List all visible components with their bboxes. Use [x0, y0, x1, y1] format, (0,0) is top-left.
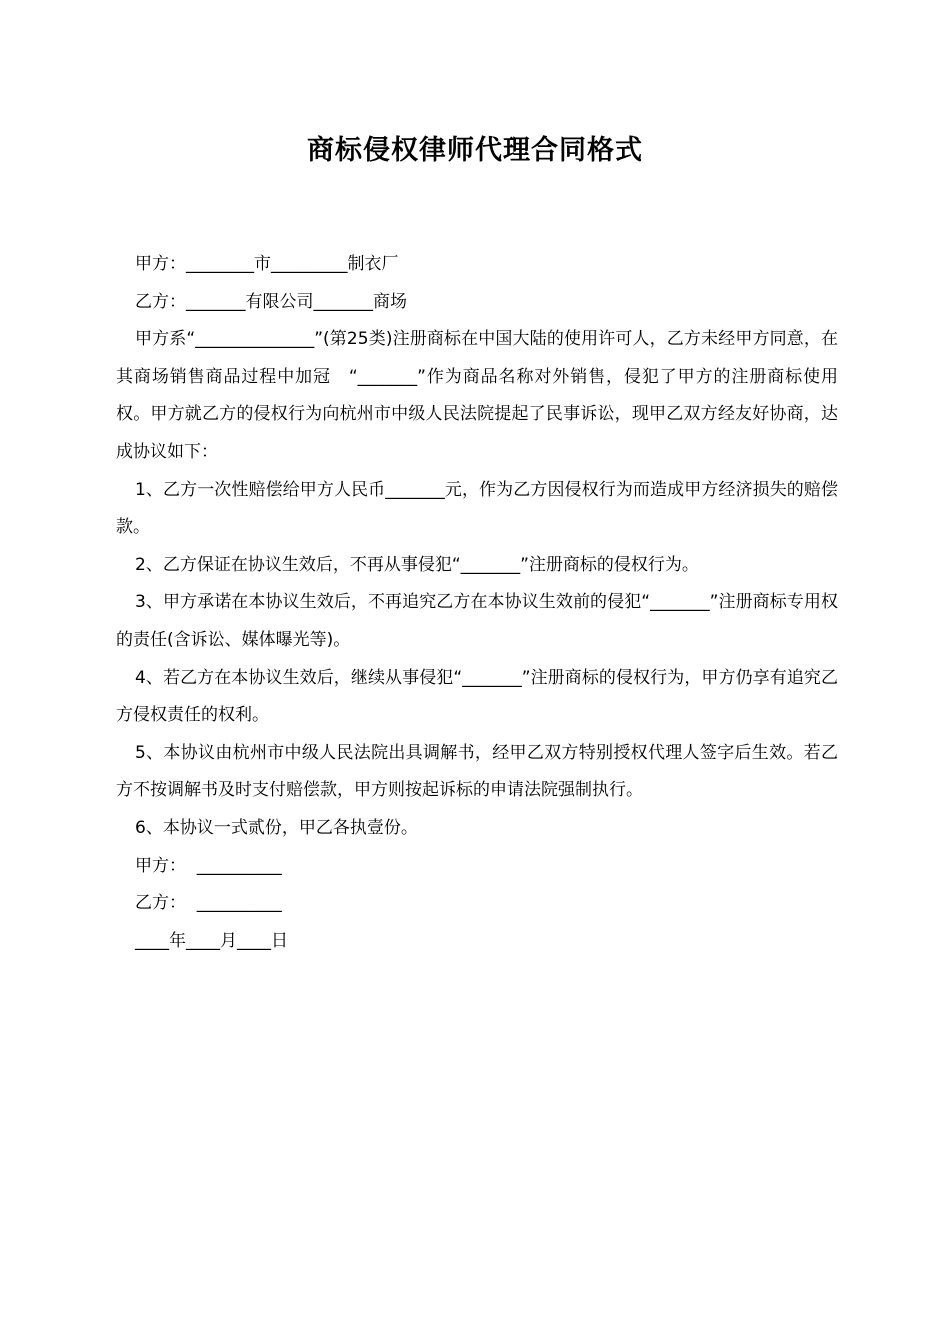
party-b-line: 乙方：_______有限公司_______商场	[135, 291, 407, 312]
signature-party-a: 甲方： __________	[135, 855, 282, 876]
clause-3: 3、甲方承诺在本协议生效后，不再追究乙方在本协议生效前的侵犯“_______”注册商标专用权的责任(含诉讼、媒体曝光等)。	[116, 592, 838, 650]
clause-6: 6、本协议一式贰份，甲乙各执壹份。	[135, 817, 418, 838]
clause-4: 4、若乙方在本协议生效后，继续从事侵犯“_______”注册商标的侵权行为，甲方仍享有追究乙方侵权责任的权利。	[116, 667, 838, 726]
preamble-paragraph: 甲方系“______________”(第25类)注册商标在中国大陆的使用许可人，乙方未经甲方同意，在其商场销售商品过程中加冠 “_______”作为商品名称对外销售，侵犯了甲方的注册商标使用权。甲方就乙方的侵权行为向杭州市中级人民法院提起了民事诉讼，现甲乙双方经友好协商，达成协议如下：	[116, 329, 838, 462]
clause-5: 5、本协议由杭州市中级人民法院出具调解书，经甲乙双方特别授权代理人签字后生效。若乙方不按调解书及时支付赔偿款，甲方则按起诉标的申请法院强制执行。	[116, 742, 838, 801]
document-title: 商标侵权律师代理合同格式	[307, 135, 643, 166]
signature-date: ____年____月____日	[135, 930, 288, 951]
party-a-line: 甲方：________市_________制衣厂	[135, 254, 399, 274]
signature-party-b: 乙方： __________	[135, 893, 282, 914]
document-body	[116, 246, 838, 960]
clause-1: 1、乙方一次性赔偿给甲方人民币_______元，作为乙方因侵权行为而造成甲方经济损失的赔偿款。	[116, 479, 838, 538]
clause-2: 2、乙方保证在协议生效后，不再从事侵犯“_______”注册商标的侵权行为。	[135, 554, 699, 575]
